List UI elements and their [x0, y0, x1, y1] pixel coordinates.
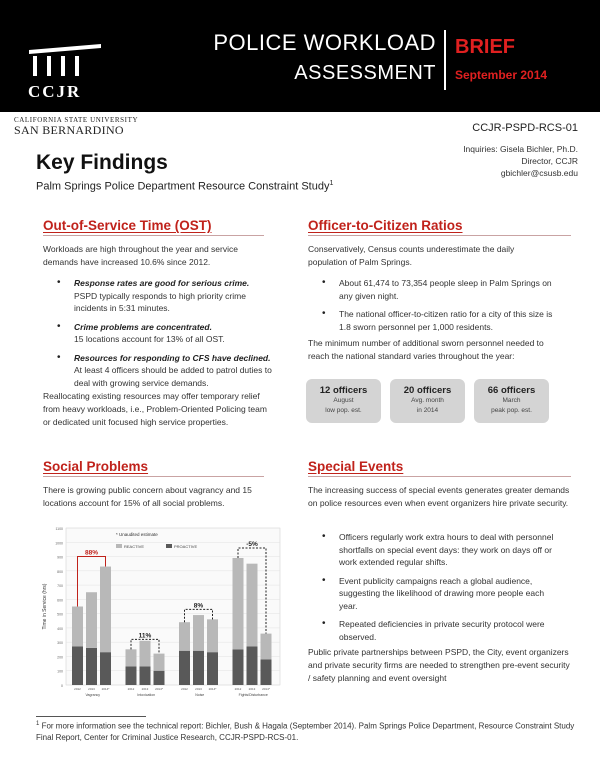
y-tick-label: 400 — [57, 626, 63, 631]
change-annotation: 88% — [84, 549, 99, 557]
events-title-rule — [308, 476, 571, 477]
bar-proactive — [247, 646, 258, 685]
stat-box-average — [390, 379, 465, 423]
y-tick-label: 800 — [57, 569, 63, 574]
subtitle-footnote-mark[interactable]: 1 — [329, 180, 334, 187]
events-closing: Public private partnerships between PSPD, the City, event organizers and private security firms are needed to strengthen pre-event security / safety planning and event oversight — [308, 647, 570, 683]
stat-box-value: 20 officers — [403, 385, 452, 396]
bar-proactive — [207, 652, 218, 685]
header-title-line2: ASSESSMENT — [294, 62, 436, 84]
ratio-closing: The minimum number of additional sworn personnel needed to reach the national standard varies throughout the year: — [308, 338, 544, 361]
x-tick-label: 2012 — [181, 687, 188, 691]
university-line1: CALIFORNIA STATE UNIVERSITY — [14, 116, 139, 124]
x-tick-label: 2013 — [248, 687, 256, 691]
change-annotation: 11% — [138, 632, 152, 640]
page-title: Key Findings — [36, 151, 168, 174]
bar-reactive — [126, 649, 137, 666]
bar-proactive — [140, 666, 151, 685]
bar-proactive — [261, 659, 272, 685]
ccjr-logo-text: CCJR — [28, 82, 82, 101]
inquiries-email[interactable]: gbichler@csusb.edu — [500, 168, 578, 178]
list-item: • Officers regularly work extra hours to deal with personnel shortfalls on special event days: they work on days off or work extended regular shifts. — [308, 531, 560, 569]
x-tick-label: 2014* — [262, 687, 270, 691]
y-tick-label: 0 — [61, 684, 63, 688]
bar-reactive — [193, 615, 204, 651]
social-title-rule — [43, 476, 264, 477]
bar-proactive — [72, 646, 83, 685]
x-tick-label: 2012 — [234, 687, 242, 691]
ratio-bullets — [308, 277, 560, 339]
legend-label-proactive: PROACTIVE — [174, 544, 198, 549]
ost-section-title: Out-of-Service Time (OST) — [43, 218, 212, 233]
bar-reactive — [72, 607, 83, 647]
inquiries-name: Inquiries: Gisela Bichler, Ph.D. — [463, 144, 578, 154]
header-banner — [0, 0, 600, 112]
ost-bullet-head: • Crime problems are concentrated. — [74, 321, 212, 332]
ccjr-columns-logo — [27, 38, 103, 78]
y-tick-label: 1100 — [55, 527, 63, 531]
stat-box-line1: Avg. month — [411, 397, 444, 404]
x-tick-label: 2013 — [141, 687, 149, 691]
bar-proactive — [100, 652, 111, 685]
ratio-section-title: Officer-to-Citizen Ratios — [308, 218, 463, 233]
bar-reactive — [247, 564, 258, 647]
y-tick-label: 700 — [57, 584, 63, 589]
legend-label-reactive: REACTIVE — [124, 544, 145, 549]
brief-label: BRIEF — [455, 36, 515, 58]
list-item: • About 61,474 to 73,354 people sleep in Palm Springs on any given night. — [308, 277, 560, 302]
bar-reactive — [140, 641, 151, 667]
y-tick-label: 900 — [57, 555, 63, 560]
y-tick-label: 600 — [57, 598, 63, 603]
bar-reactive — [261, 634, 272, 660]
y-tick-label: 1000 — [55, 541, 63, 546]
x-tick-label: 2012 — [127, 687, 135, 691]
list-item — [43, 352, 279, 390]
stat-box-august — [306, 379, 381, 423]
footnote-rule — [36, 716, 146, 717]
bar-reactive — [233, 558, 244, 649]
subtitle-text: Palm Springs Police Department Resource Constraint Study — [36, 180, 330, 193]
stat-box-value: 12 officers — [319, 385, 368, 396]
bar-proactive — [154, 671, 165, 685]
ost-intro: Workloads are high throughout the year and service demands have increased 10.6% since 2012. — [43, 244, 238, 267]
group-label: Vagrancy — [85, 693, 101, 697]
ost-bullet-body: PSPD typically responds to high priority crime incidents in 5:31 minutes. — [74, 290, 246, 313]
stat-box-line2: in 2014 — [416, 406, 439, 414]
ost-bullet-body: 15 locations account for 13% of all OST. — [74, 334, 225, 344]
stat-box-line1: August — [333, 397, 354, 404]
events-section-title: Special Events — [308, 459, 404, 474]
events-intro: The increasing success of special events generates greater demands on police resources even when event organizers hire private security. — [308, 485, 570, 508]
x-tick-label: 2013 — [195, 687, 202, 691]
social-intro: There is growing public concern about vagrancy and 15 locations account for 15% of all social problems. — [43, 485, 252, 508]
bar-reactive — [179, 622, 190, 651]
group-label: Noise — [195, 693, 205, 697]
bar-reactive — [86, 592, 97, 648]
legend-swatch-proactive — [166, 544, 172, 548]
ost-bullet-body: At least 4 officers should be added to patrol duties to deal with growing service demands. — [74, 365, 272, 388]
stat-box-march — [474, 379, 549, 423]
bar-reactive — [207, 619, 218, 652]
x-tick-label: 2013 — [88, 687, 95, 691]
list-item — [43, 321, 279, 346]
y-tick-label: 500 — [57, 612, 63, 617]
group-label: Fights/Disturbance — [238, 693, 268, 697]
group-label: Intoxication — [137, 693, 156, 697]
bar-proactive — [179, 651, 190, 685]
list-item: • Event publicity campaigns reach a global audience, suggesting the likelihood of drawing more people each year. — [308, 575, 560, 613]
ost-title-rule — [43, 235, 264, 236]
legend-swatch-reactive — [116, 544, 122, 548]
stat-box-line1: March — [502, 397, 521, 404]
change-annotation: 8% — [193, 602, 204, 610]
ost-bullet-head: • Response rates are good for serious crime. — [74, 278, 250, 288]
social-section-title: Social Problems — [43, 459, 149, 474]
university-line2: SAN BERNARDINO — [14, 123, 124, 137]
legend-note: * Unaudited estimate — [116, 532, 158, 537]
social-problems-chart — [36, 520, 286, 710]
stat-box-line2: peak pop. est. — [491, 406, 532, 414]
footnote-mark: 1 — [36, 721, 40, 727]
list-item: • The national officer-to-citizen ratio for a city of this size is 1.8 sworn personnel per 1,000 residents. — [308, 308, 560, 333]
bar-proactive — [193, 651, 204, 685]
brief-date: September 2014 — [455, 68, 548, 82]
y-axis-label: Time in Service (hrs) — [42, 583, 48, 630]
ost-closing: Reallocating existing resources may offer temporary relief from heavy workloads, i.e., Problem-Oriented Policing team or dedicated unit focused high service properties. — [43, 391, 267, 427]
footnote-text: For more information see the technical report: Bichler, Bush & Hagala (September 2014). Palm Springs Police Department, Resource Constraint Study Final Report, Center for Criminal Justice Research, CCJR-PSPD-RCS-01. — [36, 721, 575, 743]
ost-bullet-head: • Resources for responding to CFS have declined. — [74, 352, 271, 363]
y-tick-label: 200 — [57, 655, 63, 660]
bar-proactive — [86, 648, 97, 685]
x-tick-label: 2012 — [74, 687, 81, 691]
ratio-title-rule — [308, 235, 571, 236]
bar-proactive — [233, 649, 244, 685]
x-tick-label: 2014* — [208, 687, 217, 691]
header-title-line1: POLICE WORKLOAD — [213, 30, 436, 55]
list-item — [43, 277, 279, 315]
events-bullets — [308, 531, 560, 649]
bar-reactive — [100, 567, 111, 653]
ratio-intro: Conservatively, Census counts underestimate the daily population of Palm Springs. — [308, 244, 515, 267]
x-tick-label: 2014* — [155, 687, 163, 691]
stat-box-line2: low pop. est. — [325, 406, 362, 414]
report-code: CCJR-PSPD-RCS-01 — [472, 122, 578, 134]
y-tick-label: 300 — [57, 641, 63, 646]
stat-box-value: 66 officers — [487, 385, 536, 396]
inquiries-block — [463, 143, 578, 179]
footnote — [36, 719, 576, 744]
bar-proactive — [126, 666, 137, 685]
page-subtitle — [36, 180, 333, 193]
x-tick-label: 2014* — [101, 687, 110, 691]
header-divider — [444, 30, 446, 90]
ost-bullets — [43, 277, 279, 395]
inquiries-title: Director, CCJR — [521, 156, 578, 166]
change-annotation: -5% — [246, 540, 258, 548]
bar-reactive — [154, 654, 165, 671]
list-item: • Repeated deficiencies in private security protocol were observed. — [308, 618, 560, 643]
y-tick-label: 100 — [57, 669, 63, 674]
